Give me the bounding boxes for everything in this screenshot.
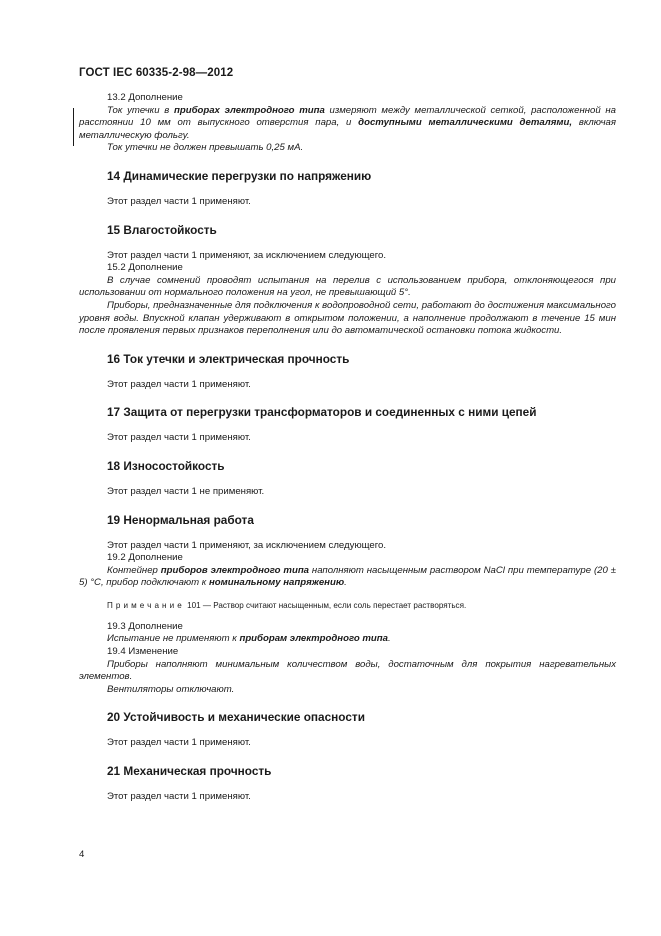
defined-term: приборов электродного типа <box>160 564 310 576</box>
section-20-heading: 20 Устойчивость и механические опасности <box>107 710 365 725</box>
section-17-heading: 17 Защита от перегрузки трансформаторов и соединенных с ними цепей <box>107 405 537 420</box>
section-18-heading: 18 Износостойкость <box>107 458 225 473</box>
page-number: 4 <box>79 849 85 860</box>
section-18-text: Этот раздел части 1 не применяют. <box>107 485 265 497</box>
text-run: Ток утечки в <box>107 104 174 116</box>
text-run: измеряют между металлической сеткой, расположенной на расстоянии 10 мм от выпускного отверстия пара, и <box>79 104 617 129</box>
standard-header: ГОСТ IEC 60335-2-98—2012 <box>79 67 234 79</box>
clause-15-2-title: 15.2 Дополнение <box>107 262 183 274</box>
section-16-heading: 16 Ток утечки и электрическая прочность <box>107 351 350 366</box>
text-run: . <box>344 577 347 589</box>
clause-19-4-title: 19.4 Изменение <box>107 646 179 658</box>
defined-term: номинальному напряжению <box>208 577 345 589</box>
section-19-heading: 19 Ненормальная работа <box>107 512 254 527</box>
section-19-text: Этот раздел части 1 применяют, за исключением следующего. <box>107 539 387 551</box>
section-15-heading: 15 Влагостойкость <box>107 222 217 237</box>
clause-19-4-paragraph-1: Приборы наполняют минимальным количеством воды, достаточным для покрытия нагревательных элементов. <box>79 658 616 683</box>
section-16-text: Этот раздел части 1 применяют. <box>107 378 251 390</box>
clause-13-2-paragraph <box>79 105 616 143</box>
clause-19-2-title: 19.2 Дополнение <box>107 552 183 564</box>
section-15-text: Этот раздел части 1 применяют, за исключением следующего. <box>107 249 387 261</box>
clause-19-3-paragraph <box>79 633 616 646</box>
clause-15-2-paragraph-2: Приборы, предназначенные для подключения к водопроводной сети, работают до достижения максимального уровня воды. Впускной клапан удерживают в открытом положении, а наполнение продолжают в течение 15 мин после проявления первых признаков переполнения или до автоматической остановки потока жидкости. <box>79 299 616 337</box>
section-21-heading: 21 Механическая прочность <box>107 764 272 779</box>
section-21-text: Этот раздел части 1 применяют. <box>107 791 251 803</box>
defined-term: приборам электродного типа <box>239 633 388 645</box>
section-17-text: Этот раздел части 1 применяют. <box>107 432 251 444</box>
change-bar <box>73 108 74 146</box>
section-20-text: Этот раздел части 1 применяют. <box>107 737 251 749</box>
clause-19-2-paragraph <box>79 565 616 590</box>
section-14-heading: 14 Динамические перегрузки по напряжению <box>107 168 372 183</box>
clause-19-3-title: 19.3 Дополнение <box>107 620 183 632</box>
section-14-text: Этот раздел части 1 применяют. <box>107 195 251 207</box>
note-101 <box>79 600 616 611</box>
clause-13-2-limit: Ток утечки не должен превышать 0,25 мА. <box>107 142 304 154</box>
text-run: Испытание не применяют к <box>107 633 240 645</box>
text-run: включая металлическую фольгу. <box>79 117 617 141</box>
defined-term: приборах электродного типа <box>173 104 325 116</box>
text-run: наполняют насыщенным раствором NaCl при температуре (20 ± 5) °C, прибор подключают к <box>79 564 616 589</box>
text-run: . <box>387 633 391 645</box>
clause-19-4-paragraph-2: Вентиляторы отключают. <box>107 683 235 695</box>
note-label: Примечание <box>107 600 185 610</box>
note-text: 101 — Раствор считают насыщенным, если соль перестает растворяться. <box>184 600 467 610</box>
clause-15-2-paragraph-1: В случае сомнений проводят испытания на перелив с использованием прибора, отклоняющегося при использовании от нормального положения на угол, не превышающий 5°. <box>79 274 616 299</box>
text-run: Контейнер <box>107 564 161 576</box>
page-content <box>79 92 616 804</box>
clause-13-2-title: 13.2 Дополнение <box>107 92 183 103</box>
defined-term: доступными металлическими деталями, <box>358 117 573 129</box>
